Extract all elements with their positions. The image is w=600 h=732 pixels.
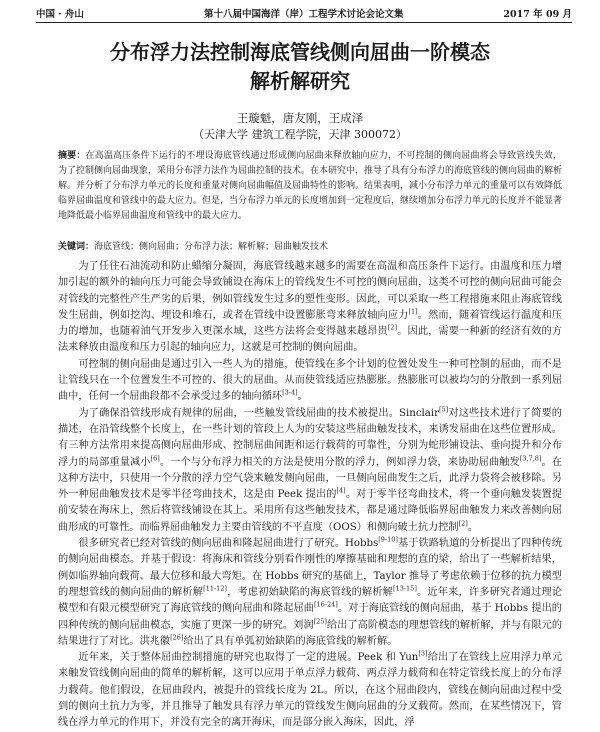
citation: [9-10] (378, 535, 398, 544)
citation: [16-24] (314, 600, 338, 609)
keywords-label: 关键词： (58, 242, 95, 252)
p2-text-1: 可控制的侧向屈曲是通过引入一些人为的措施，使管线在多个计划的位置处发生一种可控制的屈曲，而不是让管线只在一个位置发生不可控的、很大的屈曲。从而使管线适应热膨胀。热膨胀可以被均匀的分散到一系列屈曲中，任何一个屈曲段都不会承受过多的轴向循环 (58, 358, 562, 403)
p5-text-2: 给出了在管线上应用浮力单元来触发管线侧向屈曲的简单的解析解，这可以应用于单点浮力载荷、两点浮力载荷和在特定管线长度上的分布浮力载荷。他们假设，在屈曲段内，被提升的管线长度为 2L。所以，在这个屈曲段内，管线在侧向屈曲过程中受到的侧向土抗力为零，并且推导了触发具有浮力单元的管线发生侧向屈曲的分叉载荷。然而，在某些情况下，管线在浮力单元的作用下，并没有完全的离开海床，而是部分嵌入海床，因此，浮 (58, 652, 563, 729)
citation: [3] (418, 649, 428, 658)
p3-text-5: 。对于零半径弯曲技术，将一个垂向触发装置提前安装在海床上，然后将管线铺设在其上。采用所有这些触发技术，都是通过降低临界屈曲触发力来改善侧向屈曲形成的可靠性。而临界屈曲触发力主要由管线的不平直度（OOS）和侧向破土抗力控制 (58, 489, 562, 533)
p4-text-1: 很多研究者已经对管线的侧向屈曲和隆起屈曲进行了研究。Hobbs (78, 538, 379, 550)
header-location: 中国 · 舟山 (36, 9, 84, 20)
title-line-1: 分布浮力法控制海底管线侧向屈曲一阶模态 (110, 40, 490, 64)
citation: [4] (336, 486, 346, 495)
citation: [13-15] (393, 584, 417, 593)
citation: [6] (150, 454, 160, 463)
author-list: 王璇魁，唐友刚，王成泽 (236, 111, 364, 125)
citation: [2] (458, 519, 468, 528)
citation: [3-4] (282, 388, 298, 397)
citation: [3,7,8] (519, 454, 542, 463)
citation: [5] (439, 405, 449, 414)
affiliation: （天津大学 建筑工程学院，天津 300072） (193, 128, 407, 141)
p4-text-5: 。对于海底管线的侧向屈曲，基于 Hobbs 提出的四种传统的侧向屈曲模态，实施了更深一步的研究。刘润 (58, 603, 562, 631)
p4-text-6: 给出了高阶模态的理想管线的解析解，并与有限元的结果进行了对比。洪兆徽 (58, 619, 563, 647)
p3-text-2: 对这些技术进行了简要的描述，在沿管线整个长度上，在一些计划的管段上人为的安装这些屈曲触发技术，来诱发屈曲在这些位置形成。有三种方法常用来提高侧向屈曲形成、控制屈曲间距和运行载荷的可靠性，分别为蛇形铺设法、垂向提升和分布浮力的局部重量减小 (58, 407, 562, 468)
paragraph-5 (58, 650, 562, 731)
abstract-text: 在高温高压条件下运行的不埋设海底管线通过形成侧向屈曲来释放轴向应力，不可控制的侧向屈曲将会导致管线失效，为了控制侧向屈曲现象，采用分布浮力法作为屈曲控制的技术。在本研究中，推导了具有分布浮力的海底管线的侧向屈曲的解析解。并分析了分布浮力单元的长度和重量对侧向屈曲幅值及屈曲特性的影响。结果表明，减小分布浮力单元的重量可以有效降低临界屈曲温度和管线中的最大应力。但是，当分布浮力单元的长度增加到一定程度后，继续增加分布浮力单元的长度并不能显著地降低最小临界屈曲温度和管线中的最大应力。 (58, 151, 563, 221)
keywords-text: 海底管线；侧向屈曲；分布浮力法；解析解；屈曲触发技术 (94, 242, 329, 252)
paragraph-1 (58, 259, 562, 357)
p4-text-7: 给出了具有单弧初始缺陷的海底管线的解析解。 (183, 635, 398, 647)
title-line-2: 解析解研究 (250, 69, 350, 93)
p1-text-1: 为了任往石油流动和防止蜡缩分凝固，海底管线越来越多的需要在高温和高压条件下运行。由温度和压力增加引起的额外的轴向压力可能会导致铺设在海床上的管线发生不可控的侧向屈曲，这类不可控的侧向屈曲可能会对管线的完整性产生严劣的后果，例如管线发生过多的塑性变形。因此，可以采取一些工程措施来阻止海底管线发生屈曲，例如挖沟、埋设和堆石，或者在管线中设置膨胀弯来释放轴向应力 (58, 261, 562, 321)
p3-text-6: 。 (467, 521, 479, 533)
paragraph-3 (58, 406, 562, 536)
p2-text-2: 。 (297, 391, 308, 403)
citation: [11-12] (203, 584, 227, 593)
header-rule (36, 22, 572, 23)
p5-text-1: 近年来，关于整体屈曲控制措施的研究也取得了一定的进展。Peek 和 Yun (78, 652, 419, 664)
paragraph-2 (58, 357, 562, 406)
p3-text-3: 。一个与分布浮力相关的方法是使用分散的浮力，例如浮力袋，来协助屈曲触发 (159, 456, 520, 468)
p4-text-2: 基于铁路轨道的分析提出了四种传统的侧向屈曲模态。并基于假设：将海床和管线分别看作刚性的摩擦基础和理想的直的梁，给出了一些解析结果，例如临界轴向载荷、最大位移和最大弯矩。在 Hobbs 研究的基础上，Taylor 推导了考虑依赖于位移的抗力模型的理想管线的侧向屈曲的解析解 (58, 538, 562, 598)
citation: [1] (408, 307, 418, 316)
p1-text-2: 。然而，随着管线运行温度和压力的增加，也随着油气开发步入更深水域，这些方法将会变得越来越昂贵 (58, 309, 562, 338)
body-text (58, 259, 562, 732)
p4-text-4: 。近年来，许多研究者通过理论模型和有限元模型研究了海底管线的侧向屈曲和隆起屈曲 (58, 586, 563, 615)
running-header (36, 6, 572, 22)
citation: [25] (313, 617, 327, 626)
abstract (58, 149, 562, 224)
p3-text-4: 。在这种方法中，只使用一个分散的浮力空气袋来触发侧向屈曲，一旦侧向屈曲发生之后，此浮力袋将会被移除。另外一种屈曲触发技术是零半径弯曲技术，这是由 Peek 提出的 (58, 456, 563, 501)
citation: [26] (170, 633, 184, 642)
p4-text-3: ，考虑初始缺陷的海底管线的解析解 (226, 586, 394, 598)
abstract-label: 摘要： (58, 151, 86, 161)
citation: [2] (387, 323, 398, 332)
header-proceedings: 第十八届中国海洋（岸）工程学术讨论会论文集 (204, 9, 404, 20)
p3-text-1: 为了确保沿管线形成有规律的屈曲，一些触发管线屈曲的技术被提出。Sinclair (78, 407, 439, 419)
keywords (58, 240, 562, 255)
p1-text-3: 。因此，需要一种新的经济有效的方法来释放由温度和压力引起的轴向应力，这就是可控制的侧向屈曲。 (58, 326, 563, 354)
paper-title (40, 38, 560, 96)
paragraph-4 (58, 536, 562, 650)
header-date: 2017 年 09 月 (503, 9, 572, 20)
